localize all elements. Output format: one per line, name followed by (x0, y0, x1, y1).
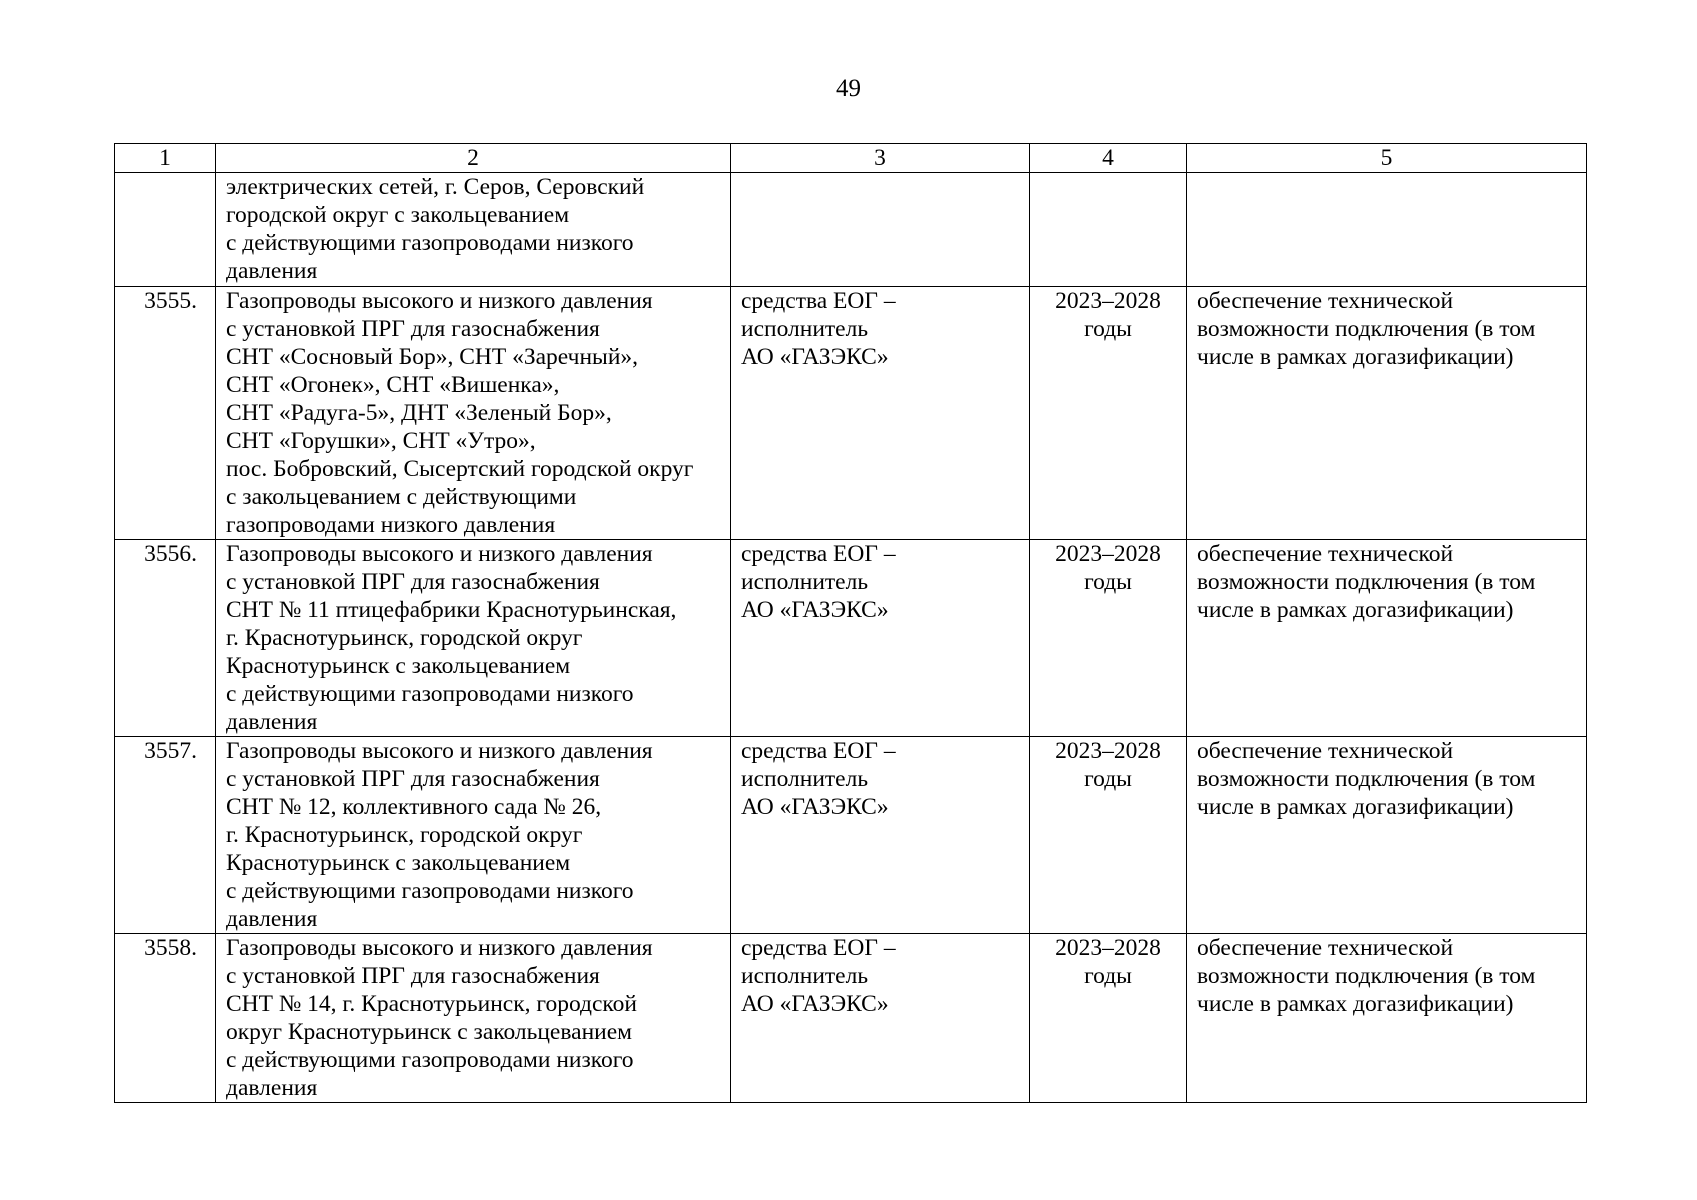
row-number-cell: 3557. (115, 737, 216, 934)
row-number-cell (115, 173, 216, 287)
purpose-cell: обеспечение технической возможности подключения (в том числе в рамках догазификации) (1187, 287, 1587, 540)
object-cell: Газопроводы высокого и низкого давления с установкой ПРГ для газоснабжения СНТ № 14, г. Краснотурьинск, городской округ Краснотурьинск с закольцеванием с действующими газопроводами низкого давления (216, 934, 731, 1103)
table-row (115, 540, 1587, 737)
table-row (115, 287, 1587, 540)
table-row (115, 934, 1587, 1103)
page-number: 49 (836, 75, 861, 102)
funding-source-cell (731, 173, 1030, 287)
document-table (114, 143, 1587, 1103)
table-row (115, 173, 1587, 287)
column-header: 4 (1030, 144, 1187, 173)
object-cell: Газопроводы высокого и низкого давления с установкой ПРГ для газоснабжения СНТ № 12, коллективного сада № 26, г. Краснотурьинск, городской округ Краснотурьинск с закольцеванием с действующими газопроводами низкого давления (216, 737, 731, 934)
row-number-cell: 3558. (115, 934, 216, 1103)
column-header: 2 (216, 144, 731, 173)
funding-source-cell: средства ЕОГ – исполнитель АО «ГАЗЭКС» (731, 934, 1030, 1103)
column-header: 5 (1187, 144, 1587, 173)
period-cell (1030, 173, 1187, 287)
funding-source-cell: средства ЕОГ – исполнитель АО «ГАЗЭКС» (731, 540, 1030, 737)
column-header: 1 (115, 144, 216, 173)
purpose-cell (1187, 173, 1587, 287)
purpose-cell: обеспечение технической возможности подключения (в том числе в рамках догазификации) (1187, 540, 1587, 737)
period-cell: 2023–2028 годы (1030, 737, 1187, 934)
table-header-row (115, 144, 1587, 173)
period-cell: 2023–2028 годы (1030, 934, 1187, 1103)
funding-source-cell: средства ЕОГ – исполнитель АО «ГАЗЭКС» (731, 737, 1030, 934)
object-cell: Газопроводы высокого и низкого давления с установкой ПРГ для газоснабжения СНТ № 11 птицефабрики Краснотурьинская, г. Краснотурьинск, городской округ Краснотурьинск с закольцеванием с действующими газопроводами низкого давления (216, 540, 731, 737)
purpose-cell: обеспечение технической возможности подключения (в том числе в рамках догазификации) (1187, 934, 1587, 1103)
table-row (115, 737, 1587, 934)
row-number-cell: 3555. (115, 287, 216, 540)
object-cell: электрических сетей, г. Серов, Серовский городской округ с закольцеванием с действующими газопроводами низкого давления (216, 173, 731, 287)
funding-source-cell: средства ЕОГ – исполнитель АО «ГАЗЭКС» (731, 287, 1030, 540)
object-cell: Газопроводы высокого и низкого давления с установкой ПРГ для газоснабжения СНТ «Сосновый Бор», СНТ «Заречный», СНТ «Огонек», СНТ «Вишенка», СНТ «Радуга-5», ДНТ «Зеленый Бор», СНТ «Горушки», СНТ «Утро», пос. Бобровский, Сысертский городской округ с закольцеванием с действующими газопроводами низкого давления (216, 287, 731, 540)
period-cell: 2023–2028 годы (1030, 540, 1187, 737)
period-cell: 2023–2028 годы (1030, 287, 1187, 540)
row-number-cell: 3556. (115, 540, 216, 737)
purpose-cell: обеспечение технической возможности подключения (в том числе в рамках догазификации) (1187, 737, 1587, 934)
column-header: 3 (731, 144, 1030, 173)
